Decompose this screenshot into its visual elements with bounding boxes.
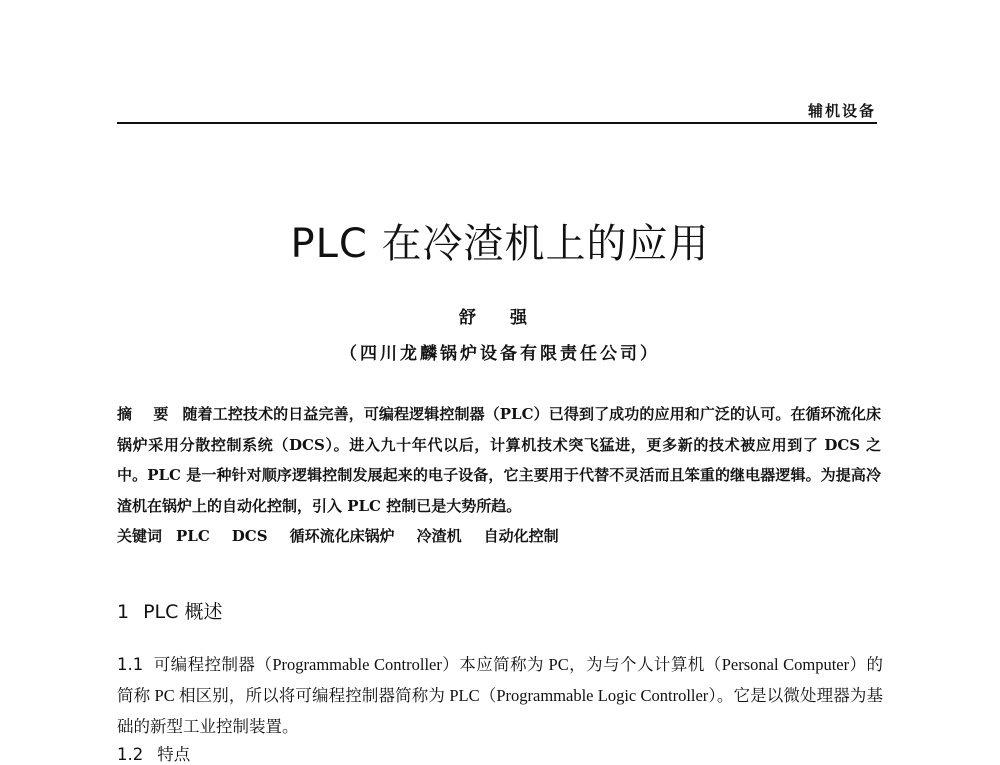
keyword-item: 自动化控制 xyxy=(483,527,559,545)
paper-title: PLC 在冷渣机上的应用 xyxy=(290,221,710,267)
section-title: PLC 概述 xyxy=(143,601,223,623)
subsection-heading xyxy=(117,741,190,765)
section-number: 1 xyxy=(117,601,130,623)
abstract-block xyxy=(117,399,881,552)
subsection-title: 特点 xyxy=(157,745,191,764)
paragraph-number: 1.1 xyxy=(117,655,144,674)
subsection-number: 1.2 xyxy=(117,745,144,764)
author-name: 舒 强 xyxy=(459,308,541,328)
keyword-item: 循环流化床锅炉 xyxy=(289,527,395,545)
section-heading xyxy=(117,597,222,624)
author-affiliation: （四川龙麟锅炉设备有限责任公司） xyxy=(340,344,660,364)
keyword-item: DCS xyxy=(231,527,268,545)
abstract-label: 摘 要 xyxy=(117,405,177,423)
paragraph-text: 可编程控制器（Programmable Controller）本应简称为 PC，为与个人计算机（Personal Computer）的简称 PC 相区别，所以将可编程控制器简称为 PLC（Programmable Logic Controller）。它是以微处理器为基础的新型工业控制装置。 xyxy=(117,655,883,736)
body-paragraph xyxy=(117,649,883,742)
keywords-label: 关键词 xyxy=(117,527,163,545)
keyword-item: PLC xyxy=(176,527,210,545)
header-rule xyxy=(117,122,877,124)
running-header: 辅机设备 xyxy=(807,102,876,120)
abstract-text: 随着工控技术的日益完善，可编程逻辑控制器（PLC）已得到了成功的应用和广泛的认可。在循环流化床锅炉采用分散控制系统（DCS）。进入九十年代以后，计算机技术突飞猛进，更多新的技术被应用到了 DCS 之中。PLC 是一种针对顺序逻辑控制发展起来的电子设备，它主要用于代替不灵活而且笨重的继电器逻辑。为提高冷渣机在锅炉上的自动化控制，引入 PLC 控制已是大势所趋。 xyxy=(117,405,881,515)
keyword-item: 冷渣机 xyxy=(416,527,462,545)
